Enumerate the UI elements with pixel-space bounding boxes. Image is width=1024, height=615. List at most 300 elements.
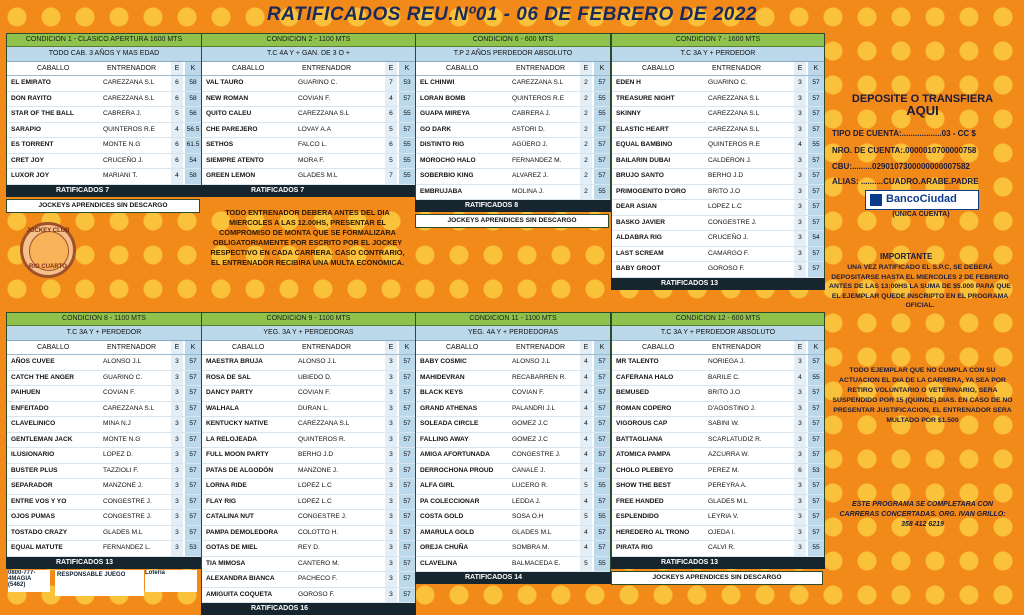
horse-name: ALDABRA RIG xyxy=(616,234,662,241)
table-row xyxy=(416,433,610,449)
table-row xyxy=(202,138,415,154)
col-caballo: CABALLO xyxy=(446,344,479,351)
horse-name: STAR OF THE BALL xyxy=(11,110,74,117)
trainer-name: BERHO J.D xyxy=(298,451,334,458)
weight: 57 xyxy=(399,588,415,603)
trainer-name: CALVI R. xyxy=(708,544,735,551)
weight: 57 xyxy=(808,247,824,262)
table-row xyxy=(7,464,201,480)
horse-name: PATAS DE ALGODÓN xyxy=(206,466,274,474)
weight: 57 xyxy=(185,495,201,510)
horse-name: GRAND ATHENAS xyxy=(420,404,478,412)
col-k: K xyxy=(185,62,201,75)
weight: 55 xyxy=(808,371,824,386)
horse-name: DEAR ASIAN xyxy=(616,203,657,210)
trainer-name: CONGESTRE J. xyxy=(298,513,347,520)
race-condition: CONDICION 6 - 600 MTS xyxy=(416,34,610,47)
age: 3 xyxy=(385,433,397,448)
sponsor-loteria-text: Lotería xyxy=(145,570,166,576)
horse-name: CHE PAREJERO xyxy=(206,125,258,133)
trainer-name: MONTE N.G xyxy=(103,435,141,443)
trainer-notice: TODO ENTRENADOR DEBERA ANTES DEL DIA MIERCOLES A LAS 12.00HS, PRESENTAR EL COMPROMISO DE MONTA QUE SE FORMALIZARA OBLIGATORIAMENTE POR ESCRITO POR EL JOCKEY RESPECTIVO EN CADA CARRERA. CASO CONTRARIO, EL ENTRENADOR RECIBIRA UNA MULTA ECONOMICA. xyxy=(210,208,405,267)
weight: 57 xyxy=(399,92,415,107)
weight: 57 xyxy=(399,557,415,572)
table-row xyxy=(7,138,201,154)
trainer-name: CONGESTRE J. xyxy=(708,218,757,226)
trainer-name: BRITO J.O xyxy=(708,187,741,195)
age: 4 xyxy=(171,169,183,184)
trainer-name: ASTORI D. xyxy=(512,125,545,133)
trainer-name: CRUCEÑO J. xyxy=(708,234,749,241)
table-row xyxy=(202,371,415,387)
trainer-name: COLOTTO H. xyxy=(298,528,339,536)
deposit-heading xyxy=(830,94,1015,116)
trainer-name: PALANDRI J.L xyxy=(512,404,556,412)
logo-top-text: JOCKEY CLUB xyxy=(26,228,70,234)
trainer-name: CAREZZANA S.L xyxy=(103,79,155,86)
horse-name: PAIHUEN xyxy=(11,389,41,396)
weight: 57 xyxy=(808,262,824,277)
weight: 57 xyxy=(808,185,824,200)
ratificados-count: RATIFICADOS 16 xyxy=(201,603,416,615)
trainer-name: LEDDA J. xyxy=(512,497,541,505)
weight: 57 xyxy=(594,371,610,386)
race-condition: CONDICION 8 - 1100 MTS xyxy=(7,313,201,326)
age: 3 xyxy=(171,464,183,479)
table-row xyxy=(416,154,610,170)
age: 3 xyxy=(794,216,806,231)
table-row xyxy=(7,402,201,418)
horse-name: ILUSIONARIO xyxy=(11,451,55,458)
sponsor-helpline xyxy=(8,570,50,592)
horse-name: SIEMPRE ATENTO xyxy=(206,156,264,164)
account-number: NRO. DE CUENTA:.0000010700000758 xyxy=(832,146,977,155)
race-category: T.C 3A Y + PERDEDOR xyxy=(612,47,824,62)
trainer-name: MARIANI T. xyxy=(103,172,138,179)
col-entrenador: ENTRENADOR xyxy=(516,344,566,351)
age: 3 xyxy=(385,417,397,432)
age: 4 xyxy=(580,402,592,417)
weight: 57 xyxy=(399,386,415,401)
age: 3 xyxy=(794,495,806,510)
table-row xyxy=(416,495,610,511)
table-row xyxy=(202,479,415,495)
weight: 54 xyxy=(185,154,201,169)
col-k: K xyxy=(594,62,610,75)
trainer-name: D'AGOSTINO J. xyxy=(708,404,756,412)
horse-name: LORAN BOMB xyxy=(420,94,466,102)
age: 5 xyxy=(171,107,183,122)
horse-name: EMBRUJABA xyxy=(420,187,463,195)
age: 3 xyxy=(171,510,183,525)
age: 3 xyxy=(171,355,183,370)
age: 3 xyxy=(794,231,806,246)
trainer-name: LOPEZ L.C xyxy=(298,497,332,505)
col-caballo: CABALLO xyxy=(232,344,265,351)
table-row xyxy=(202,386,415,402)
trainer-name: BRITO J.O xyxy=(708,389,741,396)
age: 6 xyxy=(794,464,806,479)
sponsor-responsable: RESPONSABLE xyxy=(57,572,103,578)
trainer-name: GOMEZ J.C xyxy=(512,420,548,427)
weight: 57 xyxy=(399,479,415,494)
race-condition: CONDICION 7 - 1600 MTS xyxy=(612,34,824,47)
ratificados-count: RATIFICADOS 7 xyxy=(6,185,202,197)
table-row xyxy=(7,541,201,557)
table-row xyxy=(612,123,824,139)
age: 3 xyxy=(794,526,806,541)
trainer-name: PACHECO F. xyxy=(298,575,338,582)
weight: 57 xyxy=(808,355,824,370)
horse-name: ALFA GIRL xyxy=(420,482,455,489)
weight: 57 xyxy=(399,510,415,525)
horse-name: SOLEADA CIRCLE xyxy=(420,420,479,427)
trainer-name: MANZONE J. xyxy=(298,466,338,474)
age: 3 xyxy=(385,572,397,587)
age: 3 xyxy=(794,355,806,370)
table-row xyxy=(612,371,824,387)
table-row xyxy=(416,510,610,526)
weight: 54 xyxy=(808,231,824,246)
horse-name: DERROCHONA PROUD xyxy=(420,466,494,474)
table-row xyxy=(612,169,824,185)
weight: 53 xyxy=(808,464,824,479)
bank-logo xyxy=(865,190,979,210)
age: 5 xyxy=(580,557,592,572)
table-row xyxy=(7,123,201,139)
trainer-name: COVIAN F. xyxy=(103,389,136,396)
trainer-name: LUCERO R. xyxy=(512,482,548,489)
table-row xyxy=(612,464,824,480)
weight: 57 xyxy=(808,433,824,448)
table-row xyxy=(612,355,824,371)
race-table xyxy=(201,33,416,186)
weight: 57 xyxy=(185,355,201,370)
horse-name: CLAVELINICO xyxy=(11,420,56,427)
weight: 55 xyxy=(594,510,610,525)
sponsor-loteria xyxy=(145,570,197,592)
table-row xyxy=(416,526,610,542)
weight: 57 xyxy=(594,123,610,138)
sponsor-juego: JUEGO xyxy=(104,572,126,578)
horse-name: AMARULA GOLD xyxy=(420,528,474,536)
table-row xyxy=(7,510,201,526)
weight: 55 xyxy=(399,138,415,153)
trainer-name: CONGESTRE J. xyxy=(103,497,152,505)
horse-name: CAFERANA HALO xyxy=(616,373,674,381)
col-e: E xyxy=(794,341,806,354)
col-k: K xyxy=(185,341,201,354)
age: 3 xyxy=(794,169,806,184)
account-cbu: CBU:.........0290107300000000007582 xyxy=(832,162,970,171)
trainer-name: ALVAREZ J. xyxy=(512,172,549,179)
horse-name: EL EMIRATO xyxy=(11,79,51,86)
age: 3 xyxy=(794,92,806,107)
trainer-name: CRUCEÑO J. xyxy=(103,156,144,164)
age: 2 xyxy=(580,123,592,138)
table-row xyxy=(202,448,415,464)
weight: 57 xyxy=(185,433,201,448)
weight: 57 xyxy=(399,355,415,370)
horse-name: MR TALENTO xyxy=(616,358,659,365)
age: 4 xyxy=(580,495,592,510)
race-category: T.C 3A Y + PERDEDOR ABSOLUTO xyxy=(612,326,824,341)
age: 3 xyxy=(794,541,806,556)
age: 3 xyxy=(385,371,397,386)
weight: 57 xyxy=(594,138,610,153)
table-row xyxy=(202,92,415,108)
table-row xyxy=(612,510,824,526)
trainer-name: QUINTEROS R. xyxy=(298,435,346,443)
age: 4 xyxy=(580,464,592,479)
weight: 55 xyxy=(594,479,610,494)
account-type: TIPO DE CUENTA:..................03 - CC $ xyxy=(832,129,976,138)
table-row xyxy=(202,107,415,123)
table-row xyxy=(612,185,824,201)
table-row xyxy=(7,433,201,449)
horse-name: OJOS PUMAS xyxy=(11,513,55,520)
age: 3 xyxy=(171,371,183,386)
table-row xyxy=(416,402,610,418)
trainer-name: CAREZZANA S.L xyxy=(298,110,350,117)
weight: 57 xyxy=(808,107,824,122)
trainer-name: DURAN L. xyxy=(298,404,329,412)
table-row xyxy=(202,541,415,557)
horse-name: ELASTIC HEART xyxy=(616,125,669,133)
table-row xyxy=(416,138,610,154)
age: 3 xyxy=(794,386,806,401)
horse-name: SOBERBIO KING xyxy=(420,172,474,179)
trainer-name: CONGESTRE J. xyxy=(512,451,561,458)
horse-name: EQUAL MATUTE xyxy=(11,544,63,551)
horse-name: BUSTER PLUS xyxy=(11,466,58,474)
age: 3 xyxy=(794,402,806,417)
age: 3 xyxy=(385,495,397,510)
trainer-name: CAREZZANA S.L xyxy=(708,110,760,117)
age: 2 xyxy=(580,138,592,153)
table-row xyxy=(202,355,415,371)
horse-name: TOSTADO CRAZY xyxy=(11,528,68,536)
age: 3 xyxy=(794,510,806,525)
horse-name: MAHIDEVRAN xyxy=(420,373,465,381)
horse-name: LAST SCREAM xyxy=(616,249,664,257)
trainer-name: FALCO L. xyxy=(298,141,327,148)
account-alias: ALIAS: ..........CUADRO.ARABE.PADRE xyxy=(832,177,979,186)
table-row xyxy=(202,76,415,92)
weight: 58 xyxy=(185,169,201,184)
table-row xyxy=(612,402,824,418)
trainer-name: SOMBRA M. xyxy=(512,544,550,551)
weight: 57 xyxy=(594,526,610,541)
horse-name: CLAVELINA xyxy=(420,559,458,567)
table-row xyxy=(202,402,415,418)
trainer-name: LOVAY A.A xyxy=(298,125,331,133)
table-row xyxy=(612,76,824,92)
trainer-name: CAREZZANA S.L xyxy=(103,94,155,102)
ratificados-count: RATIFICADOS 13 xyxy=(6,557,202,569)
trainer-name: AZCURRA W. xyxy=(708,451,750,458)
age: 3 xyxy=(385,541,397,556)
horse-name: COSTA GOLD xyxy=(420,513,464,520)
trainer-name: MANZONE J. xyxy=(103,482,143,489)
table-row xyxy=(612,495,824,511)
weight: 58 xyxy=(185,76,201,91)
ratificados-count: RATIFICADOS 8 xyxy=(415,200,611,212)
table-row xyxy=(202,123,415,139)
weight: 56.5 xyxy=(185,123,201,138)
weight: 57 xyxy=(185,402,201,417)
weight: 57 xyxy=(399,123,415,138)
age: 3 xyxy=(385,510,397,525)
col-k: K xyxy=(399,341,415,354)
deposit-line2: AQUI xyxy=(906,103,939,118)
jockeys-aprendices-box: JOCKEYS APRENDICES SIN DESCARGO xyxy=(415,214,609,228)
table-row xyxy=(7,107,201,123)
horse-name: FALLING AWAY xyxy=(420,435,469,443)
age: 3 xyxy=(171,526,183,541)
table-row xyxy=(612,107,824,123)
age: 2 xyxy=(580,107,592,122)
age: 3 xyxy=(385,355,397,370)
trainer-name: CANTERO M. xyxy=(298,559,340,567)
weight: 57 xyxy=(399,371,415,386)
horse-name: PIRATA RIG xyxy=(616,544,653,551)
weight: 57 xyxy=(594,76,610,91)
trainer-name: OJEDA I. xyxy=(708,528,736,536)
col-caballo: CABALLO xyxy=(37,344,70,351)
age: 3 xyxy=(171,386,183,401)
table-row xyxy=(416,479,610,495)
column-header xyxy=(7,62,201,76)
trainer-name: QUINTEROS R.E xyxy=(708,141,761,148)
trainer-name: QUINTEROS R.E xyxy=(512,94,565,102)
age: 6 xyxy=(171,138,183,153)
horse-name: CATCH THE ANGER xyxy=(11,373,75,381)
table-row xyxy=(7,479,201,495)
age: 4 xyxy=(580,526,592,541)
age: 3 xyxy=(171,541,183,556)
trainer-name: PEREZ M. xyxy=(708,466,740,474)
trainer-name: CAMARGO F. xyxy=(708,249,750,257)
age: 3 xyxy=(385,402,397,417)
horse-name: AÑOS CUVEE xyxy=(11,358,55,365)
col-e: E xyxy=(171,341,183,354)
weight: 57 xyxy=(399,526,415,541)
weight: 57 xyxy=(185,510,201,525)
weight: 57 xyxy=(594,464,610,479)
horse-name: SARAPIO xyxy=(11,125,42,133)
weight: 57 xyxy=(808,200,824,215)
trainer-name: REY D. xyxy=(298,544,320,551)
weight: 57 xyxy=(808,526,824,541)
col-k: K xyxy=(808,341,824,354)
trainer-name: GOMEZ J.C xyxy=(512,435,548,443)
weight: 57 xyxy=(808,402,824,417)
trainer-name: ALONSO J.L xyxy=(512,358,551,365)
horse-name: SHOW THE BEST xyxy=(616,482,671,489)
age: 3 xyxy=(385,526,397,541)
weight: 55 xyxy=(399,107,415,122)
weight: 57 xyxy=(399,541,415,556)
age: 3 xyxy=(385,479,397,494)
table-row xyxy=(202,417,415,433)
trainer-name: ALONSO J.L xyxy=(103,358,142,365)
col-e: E xyxy=(580,341,592,354)
trainer-name: CAREZZANA S.L xyxy=(708,125,760,133)
age: 3 xyxy=(171,417,183,432)
race-category: TODO CAB. 3 AÑOS Y MAS EDAD xyxy=(7,47,201,62)
trainer-name: CAREZZANA S.L xyxy=(298,420,350,427)
race-table xyxy=(611,312,825,558)
table-row xyxy=(612,386,824,402)
horse-name: AMIGUITA COQUETA xyxy=(206,590,273,598)
horse-name: SEPARADOR xyxy=(11,482,53,489)
horse-name: ROMAN COPERO xyxy=(616,404,672,412)
trainer-name: CAREZZANA S.L xyxy=(103,404,155,412)
sponsor-juego-responsable xyxy=(55,570,144,596)
col-entrenador: ENTRENADOR xyxy=(516,65,566,72)
table-row xyxy=(7,355,201,371)
trainer-name: COVIAN F. xyxy=(298,94,331,102)
age: 3 xyxy=(794,123,806,138)
unica-cuenta: (UNICA CUENTA) xyxy=(892,211,950,218)
horse-name: BEMUSED xyxy=(616,389,649,396)
age: 7 xyxy=(385,76,397,91)
horse-name: DON RAYITO xyxy=(11,94,52,102)
weight: 57 xyxy=(808,448,824,463)
weight: 57 xyxy=(808,495,824,510)
trainer-name: CALDERON J. xyxy=(708,156,752,164)
weight: 57 xyxy=(185,479,201,494)
weight: 57 xyxy=(594,417,610,432)
age: 3 xyxy=(794,417,806,432)
age: 3 xyxy=(385,557,397,572)
trainer-name: CABRERA J. xyxy=(103,110,142,117)
weight: 57 xyxy=(808,92,824,107)
weight: 55 xyxy=(808,138,824,153)
age: 4 xyxy=(794,371,806,386)
age: 3 xyxy=(385,448,397,463)
horse-name: QUITO CALEU xyxy=(206,110,252,117)
weight: 57 xyxy=(399,402,415,417)
weight: 57 xyxy=(399,464,415,479)
organizer-text: ESTE PROGRAMA SE COMPLETARA CON CARRERAS CONCERTADAS. ORG. IVAN GRILLO: 358 412 6219 xyxy=(839,501,1006,528)
trainer-name: LOPEZ D. xyxy=(103,451,134,458)
age: 4 xyxy=(580,433,592,448)
column-header xyxy=(416,341,610,355)
trainer-name: MINA N.J xyxy=(103,420,131,427)
table-row xyxy=(612,448,824,464)
weight: 57 xyxy=(808,169,824,184)
table-row xyxy=(612,541,824,557)
age: 3 xyxy=(385,464,397,479)
trainer-name: CONGESTRE J. xyxy=(103,513,152,520)
age: 4 xyxy=(580,541,592,556)
page-title: RATIFICADOS REU.Nº01 - 06 DE FEBRERO DE 2022 xyxy=(267,4,757,25)
col-entrenador: ENTRENADOR xyxy=(712,344,762,351)
trainer-name: GUARINO C. xyxy=(708,79,748,86)
deposit-line1: DEPOSITE O TRANSFIERA xyxy=(851,93,994,105)
trainer-name: MOLINA J. xyxy=(512,187,544,195)
horse-name: PAMPA DEMOLEDORA xyxy=(206,528,279,536)
col-entrenador: ENTRENADOR xyxy=(107,344,157,351)
race-condition: CONDICION 9 - 1100 MTS xyxy=(202,313,415,326)
horse-name: PRIMOGENITO D'ORO xyxy=(616,187,686,195)
horse-name: VIGOROUS CAP xyxy=(616,420,668,427)
table-row xyxy=(202,557,415,573)
age: 3 xyxy=(794,107,806,122)
trainer-name: FERNANDEZ M. xyxy=(512,156,562,164)
